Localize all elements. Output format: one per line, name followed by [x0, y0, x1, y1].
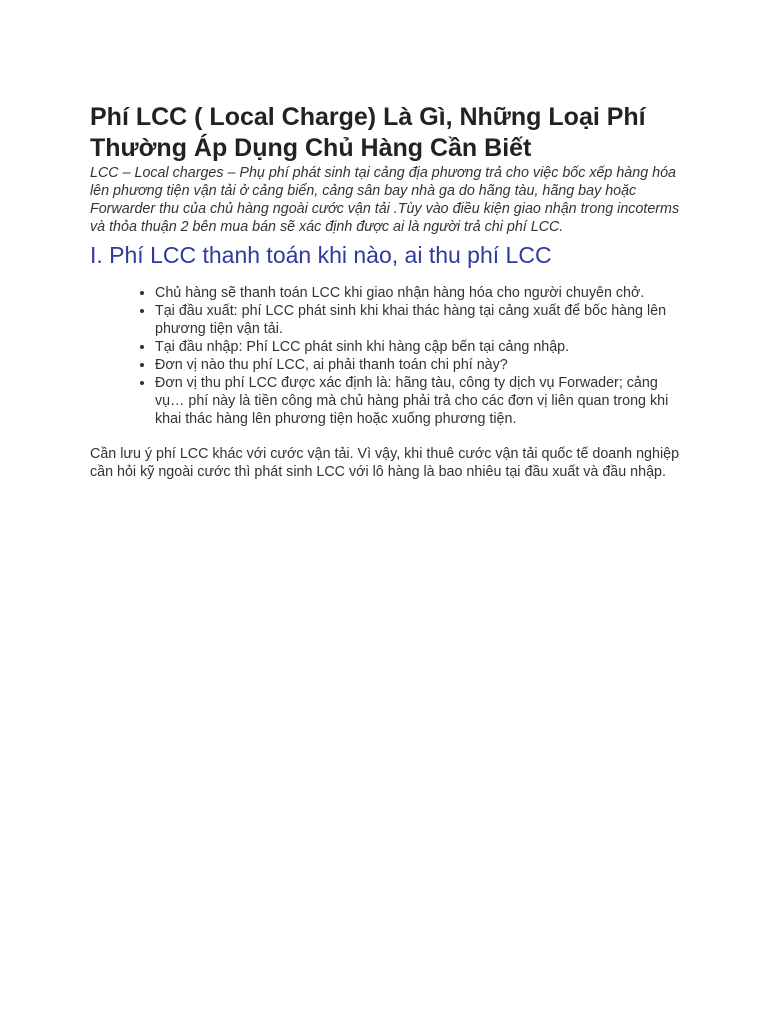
document-page [90, 102, 682, 481]
section-heading: I. Phí LCC thanh toán khi nào, ai thu phí LCC [90, 242, 552, 268]
list-item: • Đơn vị nào thu phí LCC, ai phải thanh toán chi phí này? [155, 356, 682, 374]
list-item: • Tại đầu nhập: Phí LCC phát sinh khi hàng cập bến tại cảng nhập. [155, 338, 682, 356]
list-item: • Tại đầu xuất: phí LCC phát sinh khi khai thác hàng tại cảng xuất để bốc hàng lên phương tiện vận tải. [155, 302, 682, 338]
intro-paragraph: LCC – Local charges – Phụ phí phát sinh tại cảng địa phương trả cho việc bốc xếp hàng hóa lên phương tiện vận tải ở cảng biển, cảng sân bay nhà ga do hãng tàu, hãng bay hoặc Forwarder thu của chủ hàng ngoài cước vận tải .Tùy vào điều kiện giao nhận trong incoterms và thỏa thuận 2 bên mua bán sẽ xác định được ai là người trả chi phí LCC. [90, 165, 680, 235]
bullet-list [90, 284, 682, 428]
document-title: Phí LCC ( Local Charge) Là Gì, Những Loại Phí Thường Áp Dụng Chủ Hàng Cần Biết [90, 103, 646, 162]
list-item: • Đơn vị thu phí LCC được xác định là: hãng tàu, công ty dịch vụ Forwader; cảng vụ… phí này là tiền công mà chủ hàng phải trả cho các đơn vị liên quan trong khi khai thác hàng lên phương tiện hoặc xuống phương tiện. [155, 374, 682, 428]
note-paragraph: Cần lưu ý phí LCC khác với cước vận tải. Vì vậy, khi thuê cước vận tải quốc tế doanh nghiệp cần hỏi kỹ ngoài cước thì phát sinh LCC với lô hàng là bao nhiêu tại đầu xuất và đầu nhập. [90, 446, 680, 480]
list-item: • Chủ hàng sẽ thanh toán LCC khi giao nhận hàng hóa cho người chuyên chở. [155, 284, 682, 302]
